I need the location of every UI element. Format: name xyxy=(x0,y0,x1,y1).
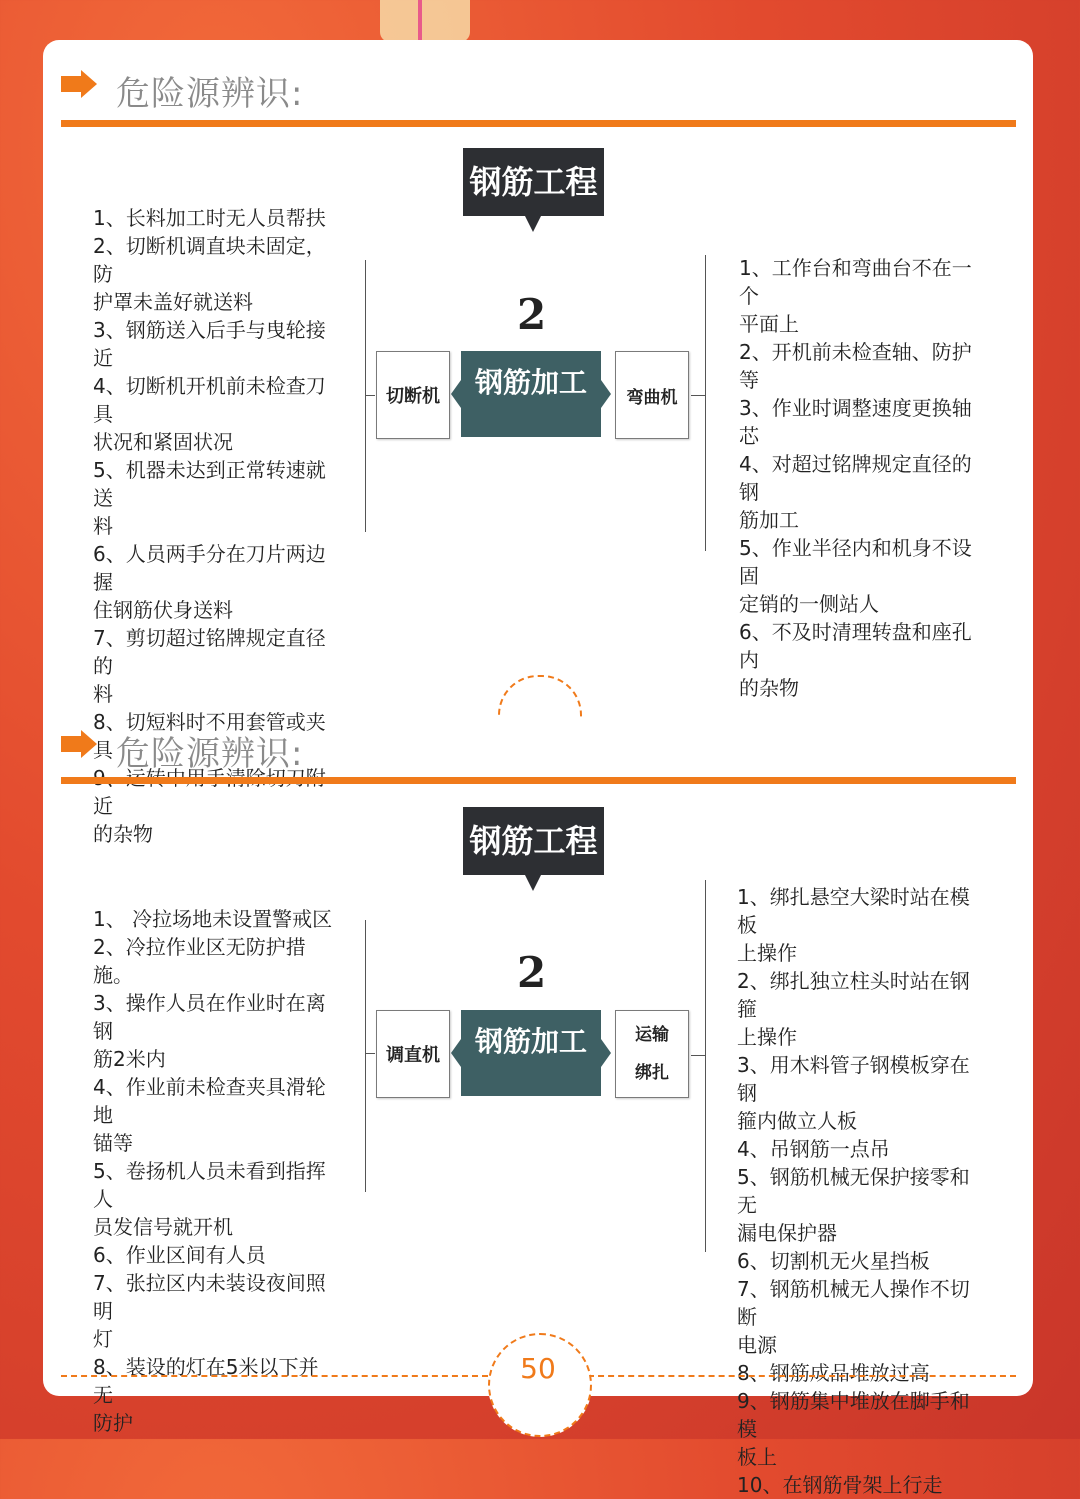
list-item: 1、长料加工时无人员帮扶 xyxy=(93,206,326,230)
list-item: 定销的一侧站人 xyxy=(739,592,879,616)
footer-dashed-rule-right xyxy=(588,1375,1016,1377)
process-box xyxy=(461,1010,601,1096)
list-item: 3、用木料管子钢模板穿在钢 xyxy=(737,1053,970,1105)
list-item: 的杂物 xyxy=(93,822,153,846)
list-item: 5、钢筋机械无保护接零和无 xyxy=(737,1165,970,1217)
box-label-binding: 绑扎 xyxy=(635,1063,669,1083)
list-item: 筋2米内 xyxy=(93,1047,166,1071)
right-connector xyxy=(691,395,705,396)
machine-box-bender: 弯曲机 xyxy=(615,351,689,439)
list-item: 5、机器未达到正常转速就送 xyxy=(93,458,326,510)
tag-pointer xyxy=(525,875,541,891)
footer-dashed-rule-left xyxy=(61,1375,488,1377)
topic-tag: 钢筋工程 xyxy=(463,807,604,875)
page-number-badge xyxy=(488,1333,592,1437)
list-item: 3、作业时调整速度更换轴芯 xyxy=(739,396,972,448)
topic-tag: 钢筋工程 xyxy=(463,148,604,216)
right-pointer xyxy=(601,1039,611,1067)
list-item: 8、装设的灯在5米以下并无 xyxy=(93,1355,319,1407)
list-item: 2、绑扎独立柱头时站在钢箍 xyxy=(737,969,970,1021)
hazard-list-right xyxy=(739,254,984,702)
left-connector xyxy=(365,395,375,396)
list-item: 7、钢筋机械无人操作不切断 xyxy=(737,1277,970,1329)
list-item: 6、不及时清理转盘和座孔内 xyxy=(739,620,972,672)
left-pointer xyxy=(451,1039,461,1067)
list-item: 上操作 xyxy=(737,1025,797,1049)
list-item: 护罩未盖好就送料 xyxy=(93,290,253,314)
list-item: 6、人员两手分在刀片两边握 xyxy=(93,542,326,594)
list-item: 6、切割机无火星挡板 xyxy=(737,1249,930,1273)
left-connector xyxy=(365,1053,375,1054)
list-item: 3、钢筋送入后手与曳轮接近 xyxy=(93,318,326,370)
machine-box-straightener: 调直机 xyxy=(376,1010,450,1098)
list-item: 2、冷拉作业区无防护措施。 xyxy=(93,935,306,987)
list-item: 4、对超过铭牌规定直径的钢 xyxy=(739,452,972,504)
step-number: 2 xyxy=(517,290,547,339)
hazard-list-left xyxy=(93,905,338,1437)
list-item: 箍内做立人板 xyxy=(737,1109,857,1133)
section-title: 危险源辨识: xyxy=(116,734,304,774)
list-item: 近 xyxy=(93,794,113,818)
right-bracket-line xyxy=(705,255,706,551)
list-item: 6、作业区间有人员 xyxy=(93,1243,266,1267)
tag-pointer xyxy=(525,216,541,232)
header-rule xyxy=(61,777,1016,784)
list-item: 3、操作人员在作业时在离钢 xyxy=(93,991,326,1043)
list-item: 2、切断机调直块未固定，防 xyxy=(93,234,326,286)
list-item: 状况和紧固状况 xyxy=(93,430,233,454)
list-item: 电源 xyxy=(737,1333,777,1357)
decorative-string xyxy=(418,0,422,40)
process-label: 钢筋加工 xyxy=(474,1025,587,1058)
list-item: 漏电保护器 xyxy=(737,1221,837,1245)
box-label-transport: 运输 xyxy=(635,1025,669,1045)
list-item: 员发信号就开机 xyxy=(93,1215,233,1239)
list-item: 筋加工 xyxy=(739,508,799,532)
list-item: 10、在钢筋骨架上行走 xyxy=(737,1473,943,1497)
list-item: 1、 冷拉场地未设置警戒区 xyxy=(93,907,333,931)
list-item: 2、开机前未检查轴、防护等 xyxy=(739,340,972,392)
right-pointer xyxy=(601,380,611,408)
section-title: 危险源辨识: xyxy=(116,74,304,114)
list-item: 5、作业半径内和机身不设固 xyxy=(739,536,972,588)
decorative-tag xyxy=(380,0,470,42)
list-item: 4、作业前未检查夹具滑轮地 xyxy=(93,1075,326,1127)
left-pointer xyxy=(451,380,461,408)
list-item: 住钢筋伏身送料 xyxy=(93,598,233,622)
process-label: 钢筋加工 xyxy=(474,366,587,399)
list-item: 8、钢筋成品堆放过高 xyxy=(737,1361,930,1385)
step-number: 2 xyxy=(517,948,547,997)
page-card xyxy=(43,40,1033,1497)
list-item: 4、吊钢筋一点吊 xyxy=(737,1137,890,1161)
machine-box-transport-binding xyxy=(615,1010,689,1098)
list-item: 上操作 xyxy=(737,941,797,965)
machine-box-cutter: 切断机 xyxy=(376,351,450,439)
right-bracket-line xyxy=(705,880,706,1252)
list-item: 锚等 xyxy=(93,1131,133,1155)
list-item: 4、切断机开机前未检查刀具 xyxy=(93,374,326,426)
list-item: 5、卷扬机人员未看到指挥人 xyxy=(93,1159,326,1211)
list-item: 板上 xyxy=(737,1445,777,1469)
list-item: 平面上 xyxy=(739,312,799,336)
list-item: 料 xyxy=(93,682,113,706)
list-item: 的杂物 xyxy=(739,676,799,700)
list-item: 灯 xyxy=(93,1327,113,1351)
list-item: 9、钢筋集中堆放在脚手和模 xyxy=(737,1389,970,1441)
left-bracket-line xyxy=(365,920,366,1192)
right-connector xyxy=(691,1055,705,1056)
list-item: 防护 xyxy=(93,1411,133,1435)
list-item: 7、剪切超过铭牌规定直径的 xyxy=(93,626,326,678)
list-item: 料 xyxy=(93,514,113,538)
list-item: 8、切短料时不用套管或夹具 xyxy=(93,710,326,762)
left-bracket-line xyxy=(365,260,366,532)
arrow-right-icon xyxy=(61,70,97,98)
header-rule xyxy=(61,120,1016,127)
page-number: 50 xyxy=(520,1352,556,1385)
list-item: 7、张拉区内未装设夜间照明 xyxy=(93,1271,326,1323)
hazard-section-1 xyxy=(43,40,1033,846)
list-item: 1、工作台和弯曲台不在一个 xyxy=(739,256,972,308)
process-box xyxy=(461,351,601,437)
arrow-right-icon xyxy=(61,730,97,758)
list-item: 1、绑扎悬空大梁时站在模板 xyxy=(737,885,970,937)
hazard-list-right xyxy=(737,883,982,1499)
